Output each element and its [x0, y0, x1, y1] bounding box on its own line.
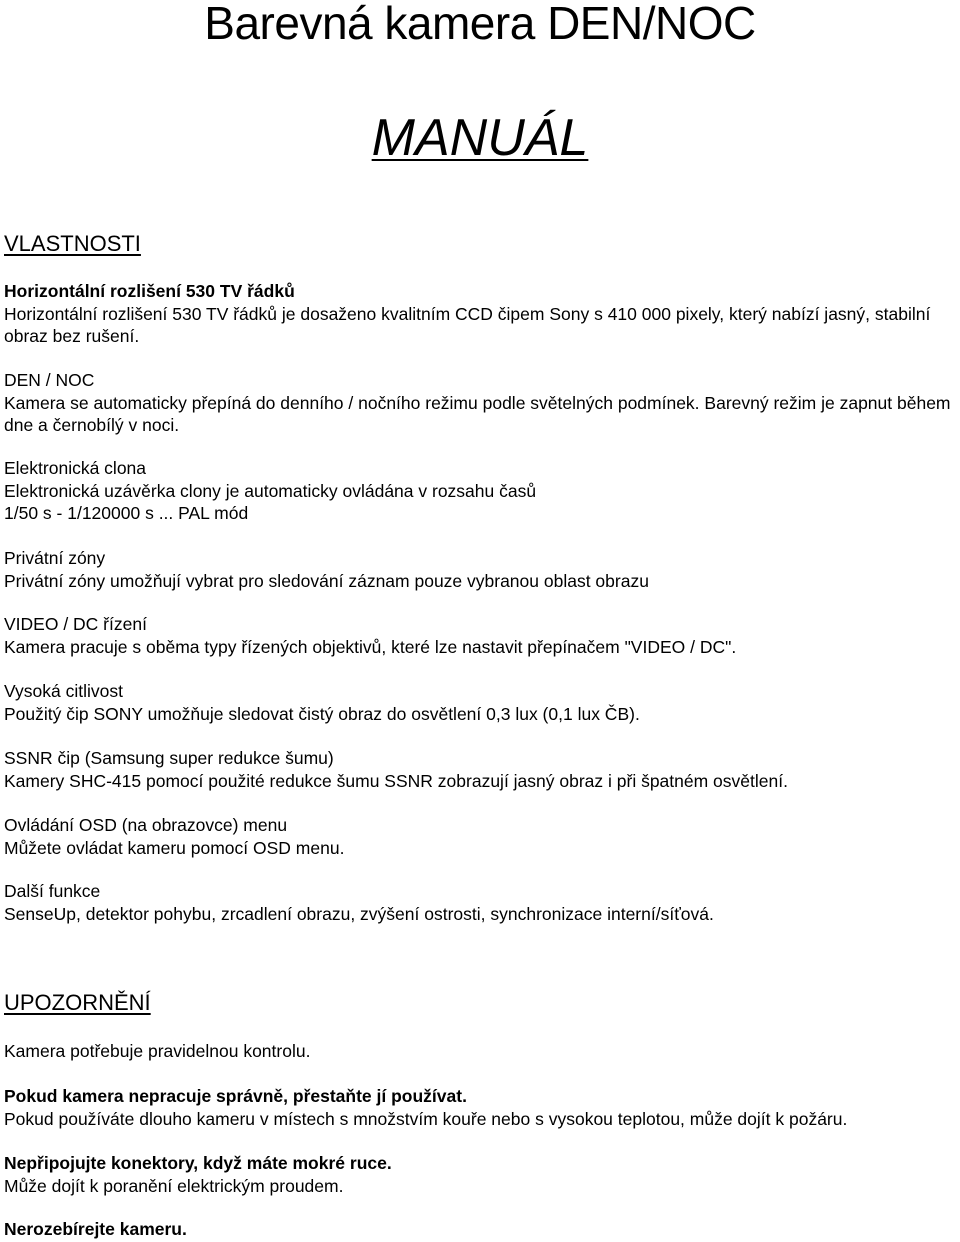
feature-video-dc: [4, 613, 956, 658]
feature-heading: Privátní zóny: [4, 548, 106, 568]
features-heading: VLASTNOSTI: [4, 231, 141, 256]
feature-body: Kamera se automaticky přepíná do denního / nočního režimu podle světelných podmínek. Barevný režim je zapnut během dne a černobílý v noci.: [4, 392, 951, 435]
feature-ssnr: [4, 747, 956, 792]
warnings-heading: UPOZORNĚNÍ: [4, 990, 151, 1015]
feature-heading: Horizontální rozlišení 530 TV řádků: [4, 281, 295, 301]
feature-heading: DEN / NOC: [4, 370, 95, 390]
feature-body: Horizontální rozlišení 530 TV řádků je dosaženo kvalitním CCD čipem Sony s 410 000 pixely, který nabízí jasný, stabilní obraz bez rušení.: [4, 303, 931, 346]
document-subtitle: [0, 110, 960, 166]
warning-body: Pokud používáte dlouho kameru v místech s množstvím kouře nebo s vysokou teplotou, může dojít k požáru.: [4, 1108, 848, 1129]
feature-other-functions: [4, 880, 956, 925]
warning-heading: Pokud kamera nepracuje správně, přestaňte jí používat.: [4, 1086, 467, 1106]
feature-electronic-shutter: [4, 457, 956, 525]
feature-high-sensitivity: [4, 680, 956, 725]
feature-heading: Další funkce: [4, 881, 101, 901]
warning-heading: Nepřipojujte konektory, když máte mokré ruce.: [4, 1153, 392, 1173]
feature-body: Elektronická uzávěrka clony je automaticky ovládána v rozsahu časů: [4, 480, 537, 501]
warning-intro: [4, 1040, 956, 1063]
feature-body: Privátní zóny umožňují vybrat pro sledování záznam pouze vybranou oblast obrazu: [4, 570, 649, 591]
feature-body: Kamery SHC-415 pomocí použité redukce šumu SSNR zobrazují jasný obraz i při špatném osvětlení.: [4, 770, 788, 791]
feature-body: Použitý čip SONY umožňuje sledovat čistý obraz do osvětlení 0,3 lux (0,1 lux ČB).: [4, 703, 640, 724]
feature-osd-menu: [4, 814, 956, 859]
warning-heading: Nerozebírejte kameru.: [4, 1219, 187, 1239]
feature-body: Kamera pracuje s oběma typy řízených objektivů, které lze nastavit přepínačem "VIDEO / DC".: [4, 636, 737, 657]
feature-body-line2: 1/50 s - 1/120000 s ... PAL mód: [4, 503, 249, 523]
warning-disassembly: [4, 1218, 956, 1241]
warning-wet-hands: [4, 1152, 956, 1197]
warning-malfunction: [4, 1085, 956, 1130]
feature-day-night: [4, 369, 956, 437]
feature-body: Můžete ovládat kameru pomocí OSD menu.: [4, 837, 345, 858]
feature-heading: VIDEO / DC řízení: [4, 614, 147, 634]
warning-body: Může dojít k poranění elektrickým proudem.: [4, 1175, 344, 1196]
warning-intro-text: Kamera potřebuje pravidelnou kontrolu.: [4, 1041, 311, 1061]
feature-heading: Vysoká citlivost: [4, 681, 123, 701]
feature-heading: Elektronická clona: [4, 458, 147, 478]
subtitle-text: MANUÁL: [371, 109, 589, 167]
feature-resolution: [4, 280, 956, 348]
feature-body: SenseUp, detektor pohybu, zrcadlení obrazu, zvýšení ostrosti, synchronizace interní/síťová.: [4, 903, 714, 924]
feature-heading: Ovládání OSD (na obrazovce) menu: [4, 815, 288, 835]
document-title: Barevná kamera DEN/NOC: [204, 0, 756, 49]
feature-privacy-zones: [4, 547, 956, 592]
feature-heading: SSNR čip (Samsung super redukce šumu): [4, 748, 334, 768]
